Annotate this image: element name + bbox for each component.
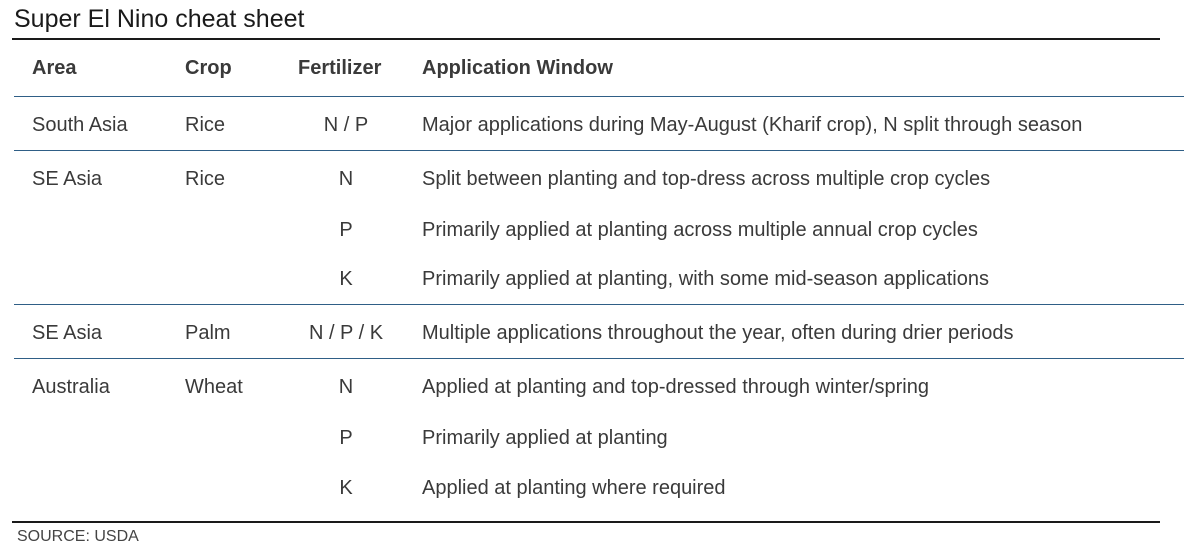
cell-application-window: Split between planting and top-dress across multiple crop cycles	[422, 168, 991, 190]
header-area: Area	[32, 57, 77, 79]
cell-crop: Wheat	[185, 376, 243, 398]
header-fertilizer: Fertilizer	[298, 57, 382, 79]
cell-application-window: Multiple applications throughout the year, often during drier periods	[422, 322, 1014, 344]
group-divider	[14, 150, 1184, 151]
title-divider	[12, 38, 1160, 40]
cell-fertilizer: N	[338, 168, 354, 190]
cell-crop: Rice	[185, 114, 226, 136]
cell-fertilizer: P	[339, 219, 353, 241]
group-divider	[14, 304, 1184, 305]
header-divider	[14, 96, 1184, 97]
cell-crop: Rice	[185, 168, 226, 190]
cell-application-window: Major applications during May-August (Kharif crop), N split through season	[422, 114, 1083, 136]
cell-fertilizer: P	[339, 427, 353, 449]
cell-application-window: Primarily applied at planting, with some mid-season applications	[422, 268, 989, 290]
cell-crop: Palm	[185, 322, 231, 344]
cell-fertilizer: N / P / K	[308, 322, 384, 344]
cell-fertilizer: N / P	[323, 114, 369, 136]
cell-area: South Asia	[32, 114, 128, 136]
table-title: Super El Nino cheat sheet	[14, 5, 305, 33]
header-crop: Crop	[185, 57, 232, 79]
cell-application-window: Primarily applied at planting	[422, 427, 668, 449]
cell-fertilizer: K	[339, 477, 353, 499]
cell-application-window: Primarily applied at planting across multiple annual crop cycles	[422, 219, 978, 241]
cell-area: SE Asia	[32, 322, 103, 344]
cell-application-window: Applied at planting where required	[422, 477, 726, 499]
cell-area: Australia	[32, 376, 110, 398]
header-application-window: Application Window	[422, 57, 613, 79]
footer-divider	[12, 521, 1160, 523]
cell-fertilizer: K	[339, 268, 353, 290]
cell-fertilizer: N	[338, 376, 354, 398]
cell-area: SE Asia	[32, 168, 103, 190]
cell-application-window: Applied at planting and top-dressed through winter/spring	[422, 376, 929, 398]
source-note: SOURCE: USDA	[17, 528, 139, 545]
group-divider	[14, 358, 1184, 359]
